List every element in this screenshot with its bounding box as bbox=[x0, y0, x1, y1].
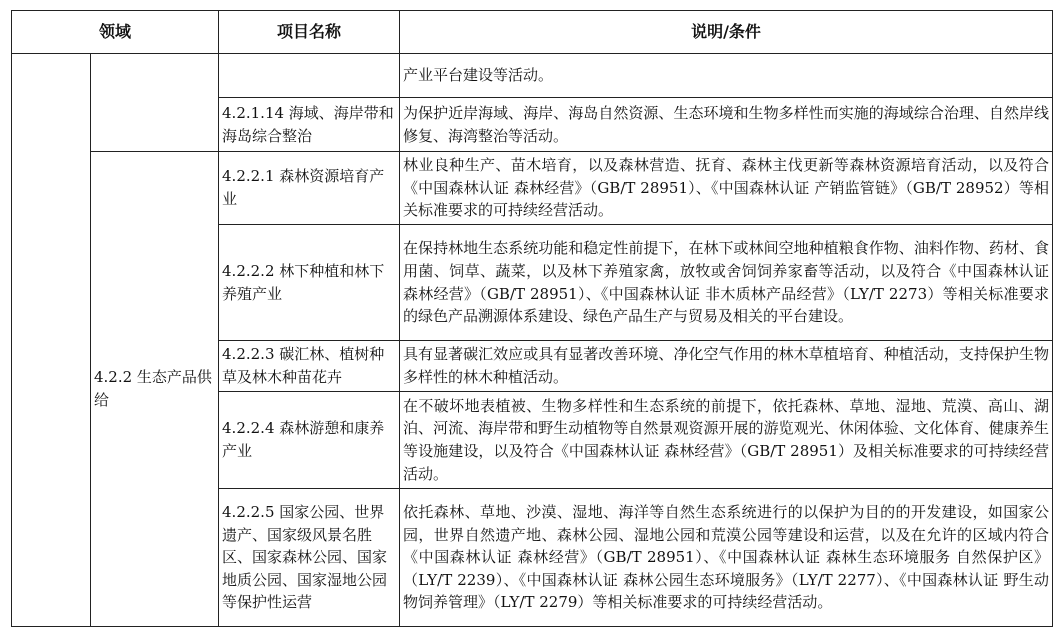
header-domain: 领域 bbox=[12, 11, 219, 54]
description-cell: 林业良种生产、苗木培育，以及森林营造、抚育、森林主伐更新等森林资源培育活动，以及符合《中国森林认证 森林经营》（GB/T 28951）、《中国森林认证 产销监管链》（GB/T 28952）等相关标准要求的可持续经营活动。 bbox=[400, 152, 1053, 225]
description-cell: 产业平台建设等活动。 bbox=[400, 54, 1053, 98]
header-project-name: 项目名称 bbox=[219, 11, 400, 54]
header-row bbox=[12, 11, 1053, 54]
domain-cell bbox=[12, 54, 91, 627]
subdomain-cell-prev bbox=[91, 54, 219, 152]
table-row bbox=[12, 54, 1053, 98]
project-name-cell: 4.2.2.2 林下种植和林下养殖产业 bbox=[219, 225, 400, 341]
project-name-cell: 4.2.1.14 海域、海岸带和海岛综合整治 bbox=[219, 98, 400, 152]
description-cell: 在保持林地生态系统功能和稳定性前提下，在林下或林间空地种植粮食作物、油料作物、药材、食用菌、饲草、蔬菜，以及林下养殖家禽，放牧或舍饲饲养家畜等活动，以及符合《中国森林认证 森林经营》（GB/T 28951）、《中国森林认证 非木质林产品经营》（LY/T 2273）等相关标准要求的绿色产品溯源体系建设、绿色产品生产与贸易及相关的平台建设。 bbox=[400, 225, 1053, 341]
description-cell: 为保护近岸海域、海岸、海岛自然资源、生态环境和生物多样性而实施的海域综合治理、自然岸线修复、海湾整治等活动。 bbox=[400, 98, 1053, 152]
project-name-cell: 4.2.2.5 国家公园、世界遗产、国家级风景名胜区、国家森林公园、国家地质公园、国家湿地公园等保护性运营 bbox=[219, 489, 400, 627]
table-row bbox=[12, 152, 1053, 225]
standards-table bbox=[11, 10, 1053, 627]
project-name-cell: 4.2.2.4 森林游憩和康养产业 bbox=[219, 392, 400, 489]
description-cell: 在不破坏地表植被、生物多样性和生态系统的前提下，依托森林、草地、湿地、荒漠、高山、湖泊、河流、海岸带和野生动植物等自然景观资源开展的游览观光、休闲体验、文化体育、健康养生等设施建设，以及符合《中国森林认证 森林经营》（GB/T 28951）及相关标准要求的可持续经营活动。 bbox=[400, 392, 1053, 489]
description-cell: 依托森林、草地、沙漠、湿地、海洋等自然生态系统进行的以保护为目的的开发建设，如国家公园，世界自然遗产地、森林公园、湿地公园和荒漠公园等建设和运营，以及在允许的区域内符合《中国森林认证 森林经营》（GB/T 28951）、《中国森林认证 森林生态环境服务 自然保护区》（LY/T 2239）、《中国森林认证 森林公园生态环境服务》（LY/T 2277）、《中国森林认证 野生动物饲养管理》（LY/T 2279）等相关标准要求的可持续经营活动。 bbox=[400, 489, 1053, 627]
header-description: 说明/条件 bbox=[400, 11, 1053, 54]
project-name-cell: 4.2.2.1 森林资源培育产业 bbox=[219, 152, 400, 225]
subdomain-cell: 4.2.2 生态产品供给 bbox=[91, 152, 219, 627]
project-name-cell bbox=[219, 54, 400, 98]
description-cell: 具有显著碳汇效应或具有显著改善环境、净化空气作用的林木草植培育、种植活动，支持保护生物多样性的林木种植活动。 bbox=[400, 341, 1053, 392]
project-name-cell: 4.2.2.3 碳汇林、植树种草及林木种苗花卉 bbox=[219, 341, 400, 392]
